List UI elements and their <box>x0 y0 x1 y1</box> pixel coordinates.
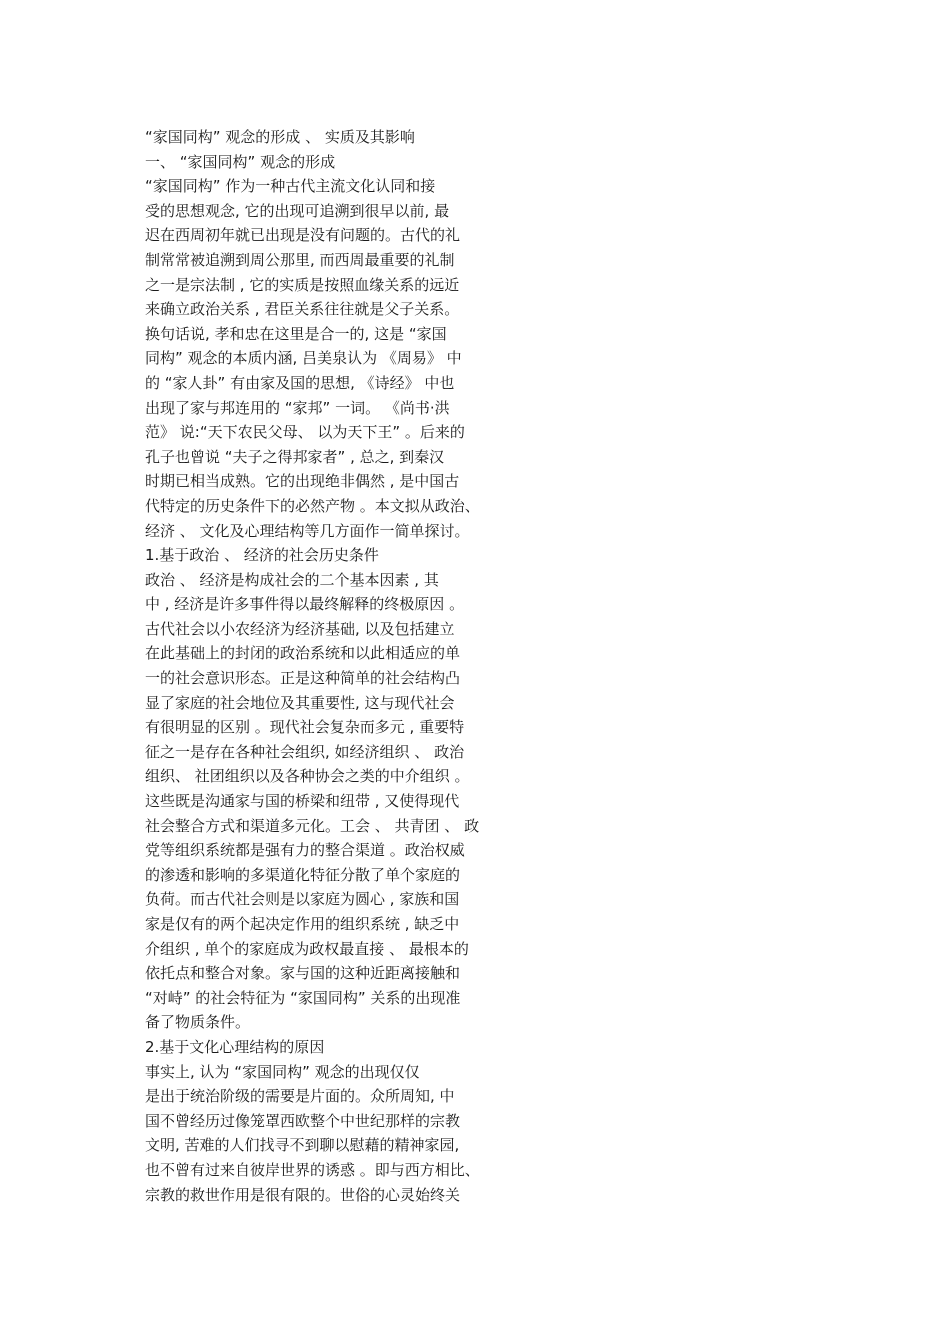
subsection-heading: 2.基于文化心理结构的原因 <box>145 1037 325 1056</box>
text-line: 也不曾有过来自彼岸世界的诱惑 。即与西方相比、 <box>145 1160 480 1179</box>
text-line: 孔子也曾说 “夫子之得邦家者” , 总之, 到秦汉 <box>145 447 445 466</box>
text-line: 这些既是沟通家与国的桥梁和纽带 , 又使得现代 <box>145 792 460 811</box>
text-line: “对峙” 的社会特征为 “家国同构” 关系的出现准 <box>145 988 461 1007</box>
text-line: 受的思想观念, 它的出现可追溯到很早以前, 最 <box>145 201 450 220</box>
text-line: 的渗透和影响的多渠道化特征分散了单个家庭的 <box>145 865 461 884</box>
text-line: 宗教的救世作用是很有限的。世俗的心灵始终关 <box>145 1185 461 1204</box>
text-line: 负荷。而古代社会则是以家庭为圆心 , 家族和国 <box>145 890 460 909</box>
text-line: 之一是宗法制 , 它的实质是按照血缘关系的远近 <box>145 275 460 294</box>
text-line: 时期已相当成熟。它的出现绝非偶然 , 是中国古 <box>145 472 460 491</box>
text-line: 文明, 苦难的人们找寻不到聊以慰藉的精神家园, <box>145 1136 460 1155</box>
text-line: 备了物质条件。 <box>145 1013 251 1032</box>
text-line: 经济 、 文化及心理结构等几方面作一简单探讨。 <box>145 521 470 540</box>
text-line: 显了家庭的社会地位及其重要性, 这与现代社会 <box>145 693 455 712</box>
text-line: 迟在西周初年就已出现是没有问题的。古代的礼 <box>145 226 461 245</box>
section-heading: 一、 “家国同构” 观念的形成 <box>145 152 336 171</box>
text-line: 国不曾经历过像笼罩西欧整个中世纪那样的宗教 <box>145 1111 461 1130</box>
text-line: “家国同构” 作为一种古代主流文化认同和接 <box>145 177 436 196</box>
subsection-heading: 1.基于政治 、 经济的社会历史条件 <box>145 546 379 565</box>
text-line: 的 “家人卦” 有由家及国的思想, 《诗经》 中也 <box>145 373 455 392</box>
document-title: “家国同构” 观念的形成 、 实质及其影响 <box>145 128 415 146</box>
text-line: 一的社会意识形态。正是这种简单的社会结构凸 <box>145 669 461 688</box>
text-line: 政治 、 经济是构成社会的二个基本因素 , 其 <box>145 570 439 589</box>
text-line: 在此基础上的封闭的政治系统和以此相适应的单 <box>145 644 461 663</box>
text-line: 是出于统治阶级的需要是片面的。众所周知, 中 <box>145 1087 455 1106</box>
text-line: 来确立政治关系 , 君臣关系往往就是父子关系。 <box>145 300 460 319</box>
text-line: 征之一是存在各种社会组织, 如经济组织 、 政治 <box>145 742 465 761</box>
text-line: 出现了家与邦连用的 “家邦” 一词。 《尚书·洪 <box>145 398 450 417</box>
text-line: 换句话说, 孝和忠在这里是合一的, 这是 “家国 <box>145 324 447 343</box>
text-line: 介组织 , 单个的家庭成为政权最直接 、 最根本的 <box>145 939 469 958</box>
text-line: 制常常被追溯到周公那里, 而西周最重要的礼制 <box>145 250 455 269</box>
text-line: 组织、 社团组织以及各种协会之类的中介组织 。 <box>145 767 470 786</box>
text-line: 家是仅有的两个起决定作用的组织系统 , 缺乏中 <box>145 915 460 933</box>
text-line: 代特定的历史条件下的必然产物 。本文拟从政治、 <box>145 496 480 515</box>
text-line: 中 , 经济是许多事件得以最终解释的终极原因 。 <box>145 595 465 614</box>
text-line: 社会整合方式和渠道多元化。工会 、 共青团 、 政 <box>145 816 480 835</box>
text-line: 范》 说:“天下农民父母、 以为天下王” 。后来的 <box>145 423 465 442</box>
text-line: 事实上, 认为 “家国同构” 观念的出现仅仅 <box>145 1062 420 1081</box>
document-body <box>145 125 565 1207</box>
text-line: 同构” 观念的本质内涵, 吕美泉认为 《周易》 中 <box>145 349 462 368</box>
text-line: 古代社会以小农经济为经济基础, 以及包括建立 <box>145 619 455 638</box>
text-line: 党等组织系统都是强有力的整合渠道 。政治权威 <box>145 841 465 860</box>
text-line: 依托点和整合对象。家与国的这种近距离接触和 <box>145 964 461 983</box>
text-line: 有很明显的区别 。现代社会复杂而多元 , 重要特 <box>145 718 465 737</box>
